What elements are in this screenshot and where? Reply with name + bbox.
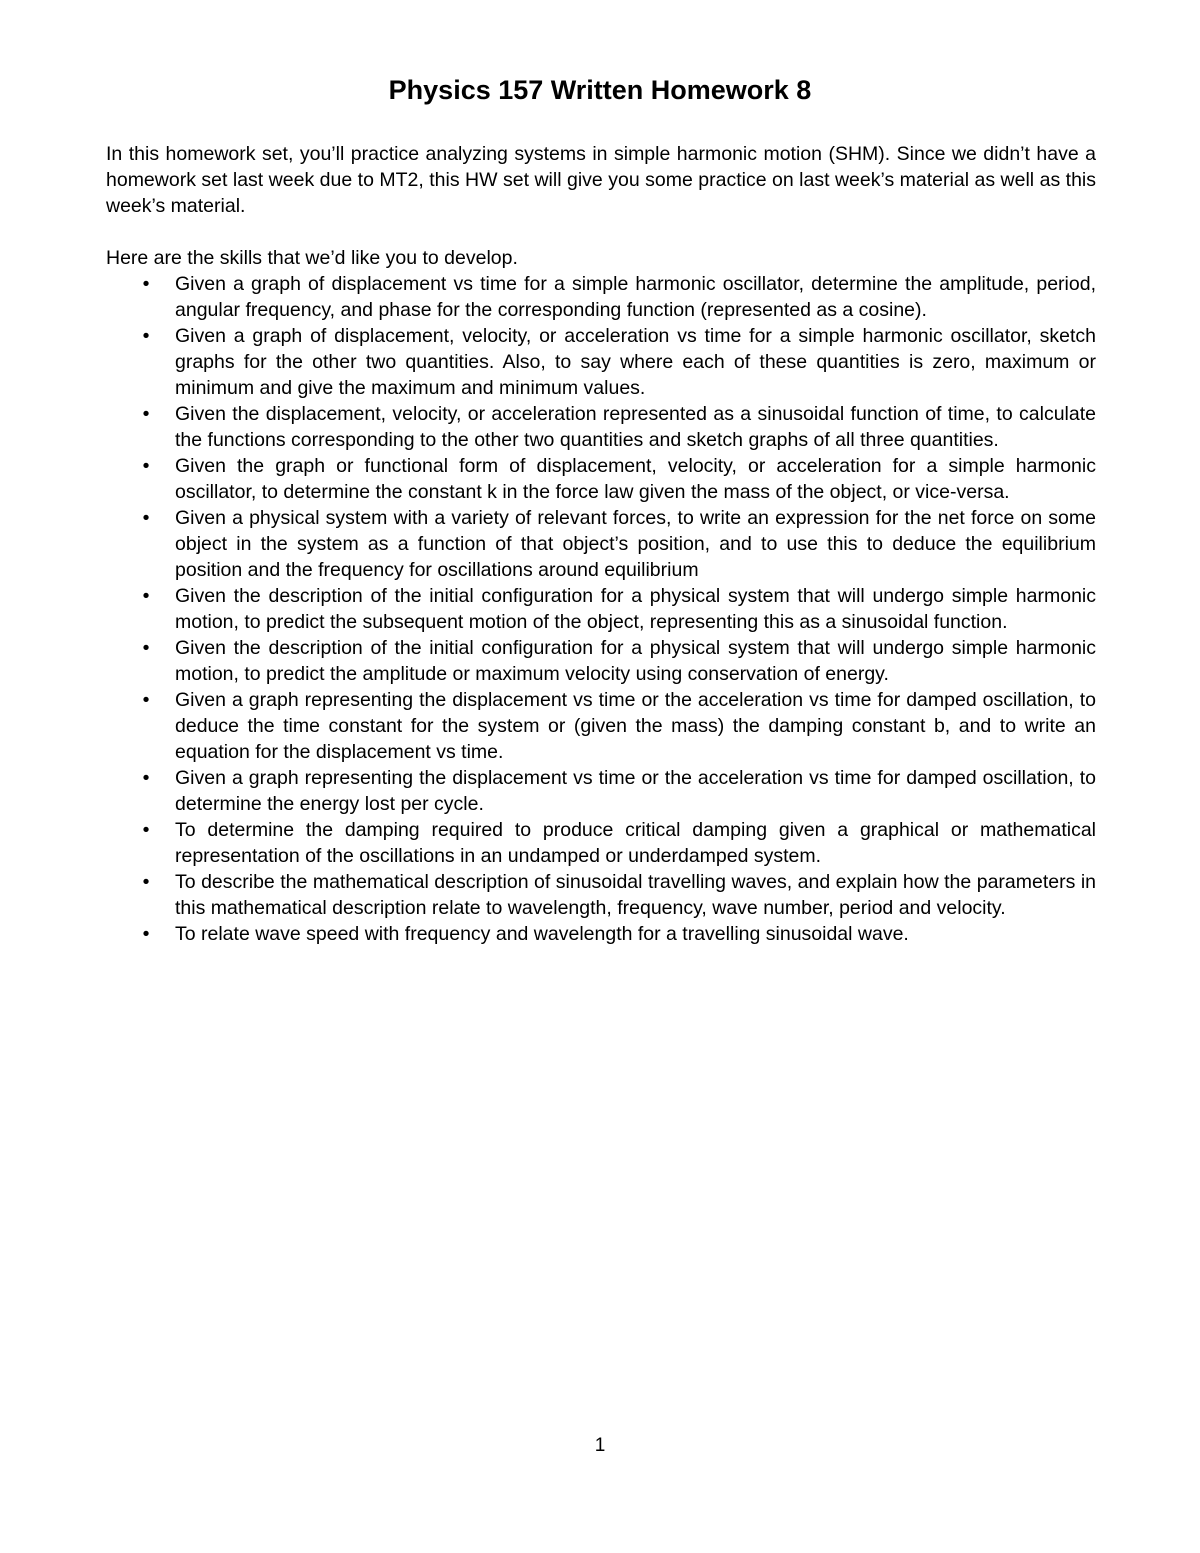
bullet-icon: • <box>142 637 150 659</box>
document-body <box>106 141 1096 947</box>
skills-heading: Here are the skills that we’d like you to develop. <box>106 247 518 269</box>
bullet-icon: • <box>142 585 150 607</box>
list-item <box>106 271 1096 323</box>
skill-text: Given a graph of displacement vs time for a simple harmonic oscillator, determine the amplitude, period, angular frequency, and phase for the corresponding function (represented as a cosine). <box>175 273 1096 321</box>
skill-text: Given the graph or functional form of displacement, velocity, or acceleration for a simple harmonic oscillator, to determine the constant k in the force law given the mass of the object, or vice-versa. <box>175 455 1096 503</box>
skill-text: Given a graph of displacement, velocity, or acceleration vs time for a simple harmonic oscillator, sketch graphs for the other two quantities. Also, to say where each of these quantities is zero, maximum or minimum and give the maximum and minimum values. <box>175 325 1096 399</box>
bullet-icon: • <box>142 507 150 529</box>
skill-text: To determine the damping required to produce critical damping given a graphical or mathematical representation of the oscillations in an undamped or underdamped system. <box>175 819 1096 867</box>
skill-text: To relate wave speed with frequency and wavelength for a travelling sinusoidal wave. <box>175 923 909 945</box>
skill-text: Given a graph representing the displacement vs time or the acceleration vs time for damped oscillation, to determine the energy lost per cycle. <box>175 767 1096 815</box>
list-item <box>106 453 1096 505</box>
bullet-icon: • <box>142 767 150 789</box>
intro-paragraph: In this homework set, you’ll practice analyzing systems in simple harmonic motion (SHM). Since we didn’t have a homework set last week due to MT2, this HW set will give you some practice on last week’s material as well as this week’s material. <box>106 143 1096 217</box>
bullet-icon: • <box>142 455 150 477</box>
list-item <box>106 869 1096 921</box>
skill-text: Given the description of the initial configuration for a physical system that will undergo simple harmonic motion, to predict the amplitude or maximum velocity using conservation of energy. <box>175 637 1096 685</box>
skill-text: To describe the mathematical description of sinusoidal travelling waves, and explain how the parameters in this mathematical description relate to wavelength, frequency, wave number, period and velocity. <box>175 871 1096 919</box>
skill-text: Given the displacement, velocity, or acceleration represented as a sinusoidal function of time, to calculate the functions corresponding to the other two quantities and sketch graphs of all three quantities. <box>175 403 1096 451</box>
list-item <box>106 323 1096 401</box>
list-item <box>106 921 1096 947</box>
list-item <box>106 765 1096 817</box>
skill-text: Given a graph representing the displacement vs time or the acceleration vs time for damped oscillation, to deduce the time constant for the system or (given the mass) the damping constant b, and to write an equation for the displacement vs time. <box>175 689 1096 763</box>
page-number: 1 <box>594 1435 606 1456</box>
list-item <box>106 401 1096 453</box>
list-item <box>106 817 1096 869</box>
page-title: Physics 157 Written Homework 8 <box>388 75 812 105</box>
bullet-icon: • <box>142 689 150 711</box>
bullet-icon: • <box>142 923 150 945</box>
list-item <box>106 583 1096 635</box>
bullet-icon: • <box>142 273 150 295</box>
skills-list <box>106 271 1096 947</box>
list-item <box>106 505 1096 583</box>
bullet-icon: • <box>142 871 150 893</box>
skill-text: Given a physical system with a variety of relevant forces, to write an expression for the net force on some object in the system as a function of that object’s position, and to use this to deduce the equilibrium position and the frequency for oscillations around equilibrium <box>175 507 1096 581</box>
bullet-icon: • <box>142 403 150 425</box>
bullet-icon: • <box>142 819 150 841</box>
skill-text: Given the description of the initial configuration for a physical system that will undergo simple harmonic motion, to predict the subsequent motion of the object, representing this as a sinusoidal function. <box>175 585 1096 633</box>
list-item <box>106 687 1096 765</box>
list-item <box>106 635 1096 687</box>
bullet-icon: • <box>142 325 150 347</box>
